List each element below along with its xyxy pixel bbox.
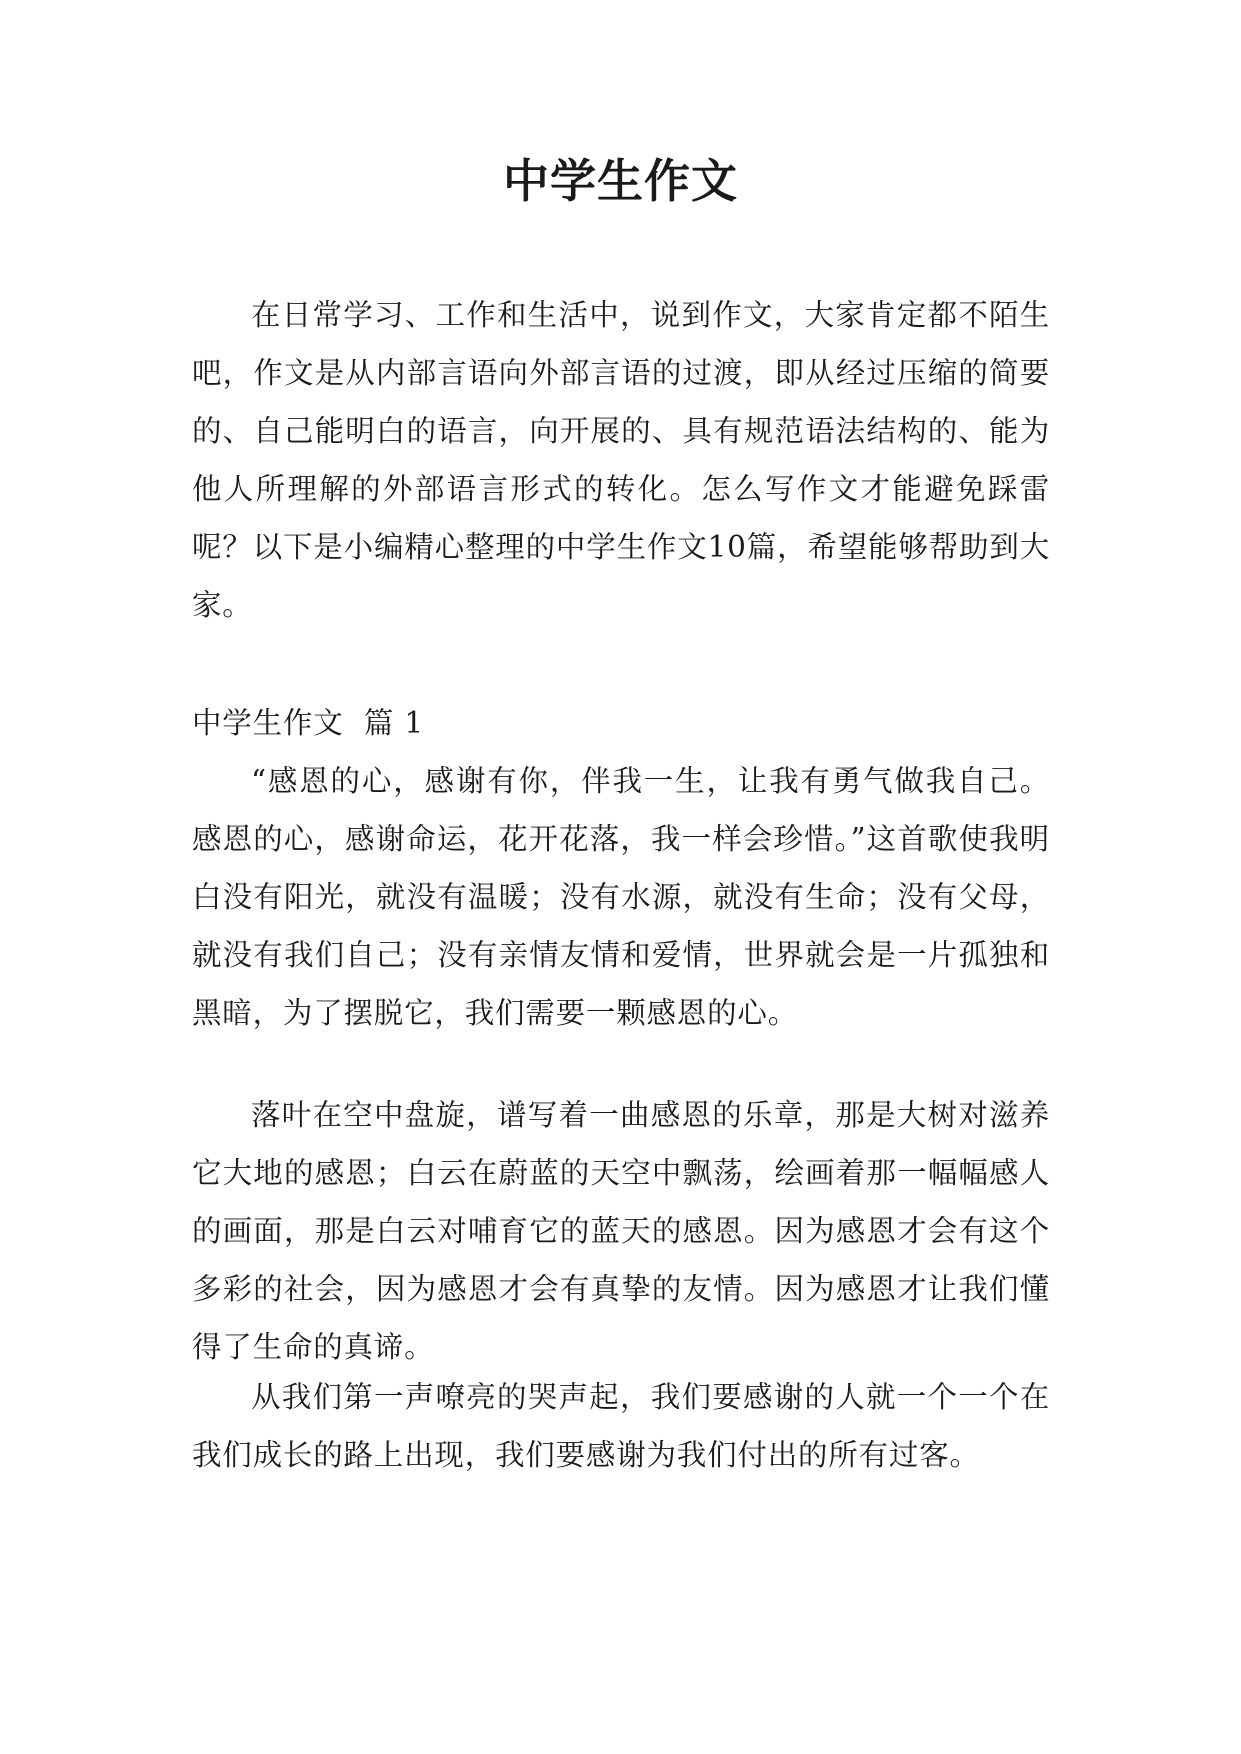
section-heading: 中学生作文 篇 1: [192, 706, 424, 740]
body-paragraph-2: 落叶在空中盘旋，谱写着一曲感恩的乐章，那是大树对滋养它大地的感恩；白云在蔚蓝的天空中飘荡，绘画着那一幅幅感人的画面，那是白云对哺育它的蓝天的感恩。因为感恩才会有这个多彩的社会，因为感恩才会有真挚的友情。因为感恩才让我们懂得了生命的真谛。: [192, 1098, 1050, 1364]
document-title: 中学生作文: [503, 154, 738, 208]
body-paragraph-3: 从我们第一声嘹亮的哭声起，我们要感谢的人就一个一个在我们成长的路上出现，我们要感谢为我们付出的所有过客。: [192, 1380, 1050, 1472]
body-paragraph-1: “感恩的心，感谢有你，伴我一生，让我有勇气做我自己。感恩的心，感谢命运，花开花落，我一样会珍惜。”这首歌使我明白没有阳光，就没有温暖；没有水源，就没有生命；没有父母，就没有我们自己；没有亲情友情和爱情，世界就会是一片孤独和黑暗，为了摆脱它，我们需要一颗感恩的心。: [192, 764, 1050, 1030]
intro-paragraph: 在日常学习、工作和生活中，说到作文，大家肯定都不陌生吧，作文是从内部言语向外部言语的过渡，即从经过压缩的简要的、自己能明白的语言，向开展的、具有规范语法结构的、能为他人所理解的外部语言形式的转化。怎么写作文才能避免踩雷呢？以下是小编精心整理的中学生作文10篇，希望能够帮助到大家。: [192, 298, 1050, 622]
